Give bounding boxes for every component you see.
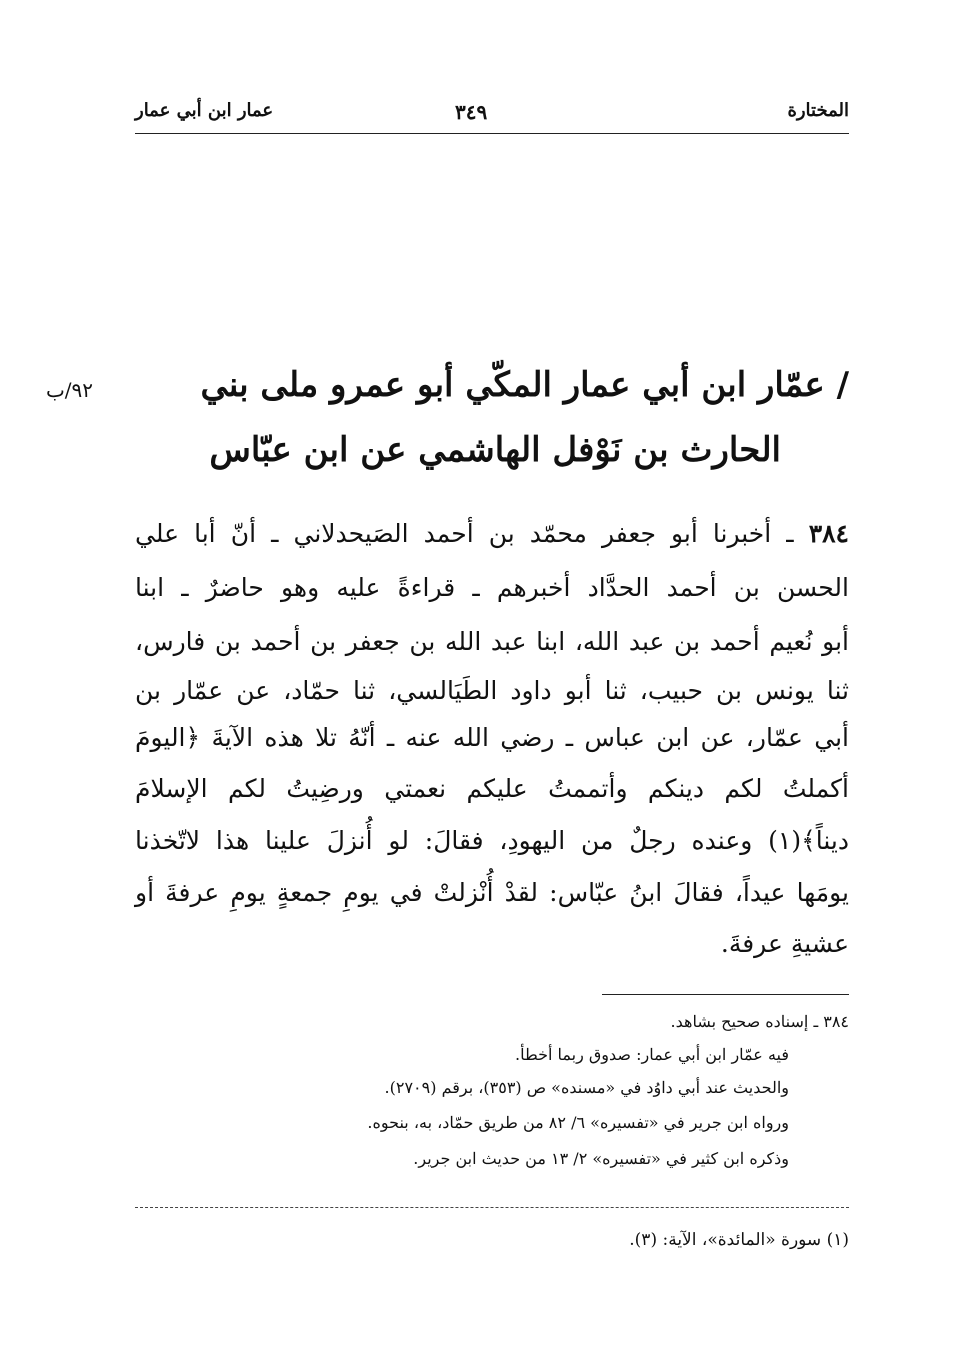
body-line-2: الحسن بن أحمد الحدَّاد أخبرهم ـ قراءةً عليه وهو حاضرٌ ـ ابنا xyxy=(135,573,849,602)
body-line-9: عشيةِ عرفةَ. xyxy=(720,929,849,958)
body-line-1 xyxy=(135,518,849,549)
footnote-line-3: والحديث عند أبي داوُد في «مسنده» ص (٣٥٣)، برقم (٢٧٠٩). xyxy=(384,1078,789,1097)
footnote-dashed-rule xyxy=(135,1207,849,1208)
header-chapter-title: عمار ابن أبي عمار xyxy=(135,100,274,121)
section-title-line-2: الحارث بن نَوْفل الهاشمي عن ابن عبّاس xyxy=(209,430,781,470)
body-line-6: أكملتُ لكم دينكم وأتممتُ عليكم نعمتي ورضِيتُ لكم الإسلامَ xyxy=(135,774,849,803)
verse-footnote: (١) سورة «المائدة»، الآية: (٣). xyxy=(629,1230,849,1250)
body-line-3: أبو نُعيم أحمد بن عبد الله، ابنا عبد الله بن جعفر بن أحمد بن فارس، xyxy=(135,627,849,656)
body-line-7: ديناً﴾(١) وعنده رجلٌ من اليهودِ، فقالَ: لو أُنزلَ علينا هذا لاتّخذنا xyxy=(135,826,849,855)
footnote-rule xyxy=(602,994,849,995)
section-title-line-1: / عمّار ابن أبي عمار المكّي أبو عمرو ملى بني xyxy=(200,365,849,405)
body-line-8: يومَها عيداً، فقالَ ابنُ عبّاس: لقدْ أُنْزلتْ في يومِ جمعةٍ يومِ عرفةَ أو xyxy=(135,878,849,907)
footnote-line-5: وذكره ابن كثير في «تفسيره» ٢/ ١٣ من حديث ابن جرير. xyxy=(413,1149,789,1168)
body-line-1-text: ـ أخبرنا أبو جعفر محمّد بن أحمد الصَيحدلاني ـ أنّ أبا علي xyxy=(135,519,794,548)
body-line-4: ثنا يونس بن حبيب، ثنا أبو داود الطَيَالسي، ثنا حمّاد، عن عمّار بن xyxy=(135,676,849,705)
footnote-line-4: ورواه ابن جرير في «تفسيره» ٦/ ٨٢ من طريق حمّاد، به، بنحوه. xyxy=(367,1113,789,1132)
header-rule xyxy=(135,133,849,134)
manuscript-folio-note: ٩٢/ب xyxy=(45,378,93,402)
hadith-number: ٣٨٤ xyxy=(808,519,849,548)
footnote-line-2: فيه عمّار ابن أبي عمار: صدوق ربما أخطأ. xyxy=(514,1045,789,1064)
page-number: ٣٤٩ xyxy=(455,100,488,124)
body-line-5: أبي عمّار، عن ابن عباس ـ رضي الله عنه ـ أنّهُ تلا هذه الآيةَ ﴿اليومَ xyxy=(135,723,849,752)
header-book-title: المختارة xyxy=(787,100,849,121)
footnote-line-1: ٣٨٤ ـ إسناده صحيح بشاهد. xyxy=(670,1012,849,1031)
